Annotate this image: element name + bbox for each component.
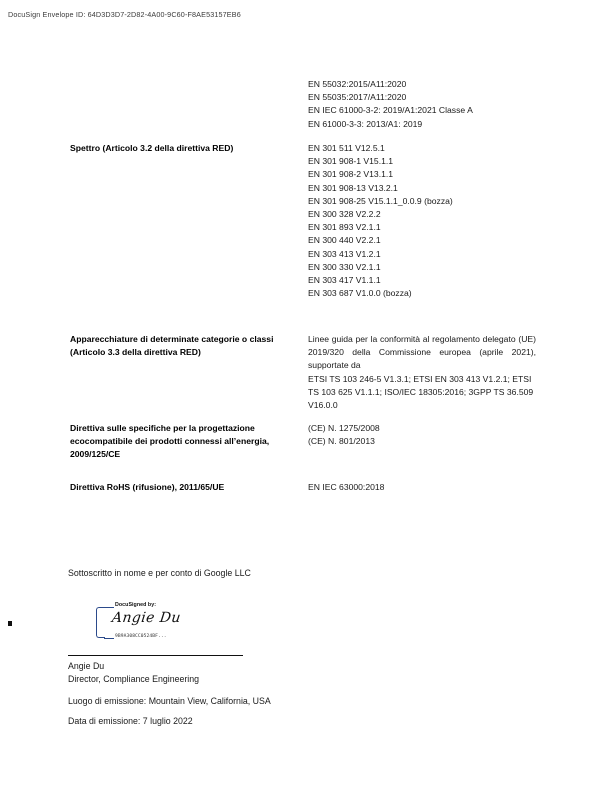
issue-date: Data di emissione: 7 luglio 2022 [68,716,193,726]
section-spettro-label: Spettro (Articolo 3.2 della direttiva RED) [70,143,234,153]
section-rohs [70,481,536,494]
section-articolo33 [70,333,536,412]
standard-item: EN 300 330 V2.1.1 [308,261,381,272]
section-ecodesign [70,422,536,462]
stamp-tick-top-icon [104,607,114,608]
standard-item: EN 301 893 V2.1.1 [308,222,381,233]
standard-item: EN 301 908-2 V13.1.1 [308,169,394,180]
section-ecodesign-label: Direttiva sulle specifiche per la progettazione ecocompatibile dei prodotti connessi all’energia, 2009/125/CE [70,423,270,460]
standard-item: EN 301 511 V12.5.1 [308,143,385,153]
stamp-bracket-icon [96,607,105,638]
docusign-signature-stamp [96,602,216,644]
section-articolo33-values [308,333,536,412]
section-spettro-values [308,142,536,300]
guidance-standards: ETSI TS 103 246-5 V1.3.1; ETSI EN 303 413 V1.2.1; ETSI TS 103 625 V1.1.1; ISO/IEC 18305:2016; 3GPP TS 36.509 V16.0.0 [308,373,534,411]
standard-item: EN 301 908-1 V15.1.1 [308,156,394,167]
standard-item: EN 303 687 V1.0.0 (bozza) [308,288,412,299]
section-articolo33-label: Apparecchiature di determinate categorie o classi (Articolo 3.3 della direttiva RED) [70,334,274,358]
standard-item: EN 303 413 V1.2.1 [308,248,381,259]
section-emc-values [308,78,536,131]
docusign-envelope-id: DocuSign Envelope ID: 64D3D3D7-2D82-4A00-9C60-F8AE53157EB6 [8,10,241,19]
standard-item: EN 301 908-25 V15.1.1_0.0.9 (bozza) [308,195,453,206]
standard-item: EN 303 417 V1.1.1 [308,275,381,286]
signature-rule [68,655,243,656]
standard-item: EN IEC 61000-3-2: 2019/A1:2021 Classe A [308,105,473,116]
regulation-item: (CE) N. 1275/2008 [308,423,380,433]
standard-item: EN 301 908-13 V13.2.1 [308,182,398,193]
regulation-item: (CE) N. 801/2013 [308,436,375,447]
section-emc-label [70,78,308,131]
stamp-signed-by-label: DocuSigned by: [115,602,157,608]
signer-block [68,660,199,686]
standard-item: EN 55032:2015/A11:2020 [308,79,407,89]
handwritten-signature: Angie Du [111,610,182,626]
section-ecodesign-values [308,422,536,462]
section-rohs-values [308,481,536,494]
standard-item: EN 300 328 V2.2.2 [308,209,381,220]
stamp-hash-id: 9B9A308CC0524BF... [115,633,167,639]
guidance-paragraph: Linee guida per la conformità al regolamento delegato (UE) 2019/320 della Commissione europea (aprile 2021), supportate da [308,334,536,371]
section-spettro [70,142,536,300]
section-emc [70,78,536,131]
section-rohs-label: Direttiva RoHS (rifusione), 2011/65/UE [70,482,225,492]
signer-name: Angie Du [68,661,105,671]
standard-item: EN 55035:2017/A11:2020 [308,92,407,103]
signature-intro: Sottoscritto in nome e per conto di Google LLC [68,568,251,578]
standard-item: EN IEC 63000:2018 [308,482,385,492]
issue-place: Luogo di emissione: Mountain View, California, USA [68,696,271,706]
standard-item: EN 61000-3-3: 2013/A1: 2019 [308,118,423,129]
signer-title: Director, Compliance Engineering [68,674,200,684]
stamp-tick-bottom-icon [104,638,114,639]
margin-mark [8,621,12,626]
standard-item: EN 300 440 V2.2.1 [308,235,381,246]
